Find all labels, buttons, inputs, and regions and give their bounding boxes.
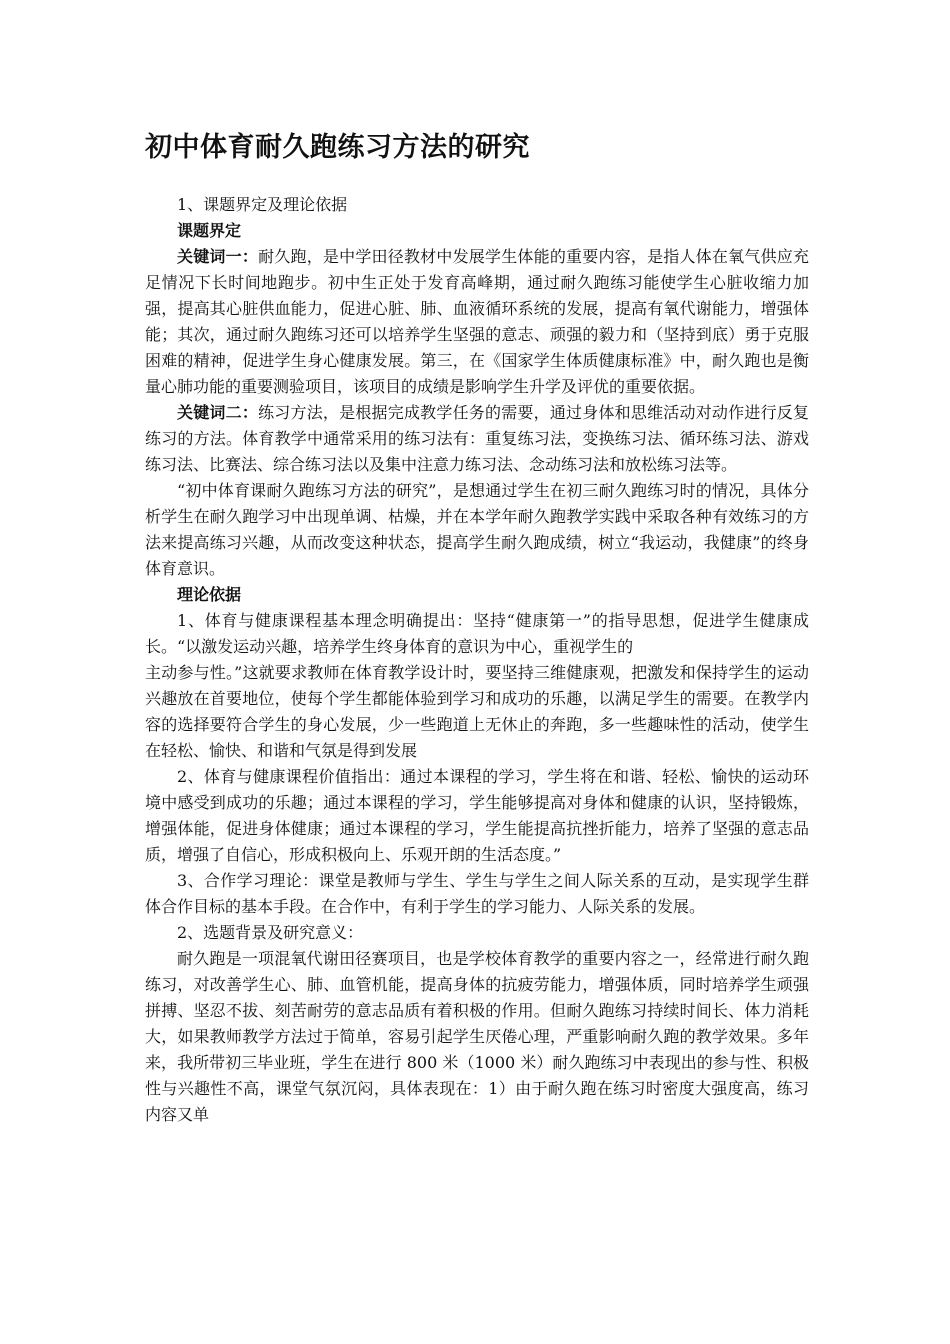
keyword-2-label: 关键词二：: [177, 403, 259, 422]
document-body: [145, 192, 809, 1128]
keyword-2-paragraph: [145, 400, 809, 478]
keyword-1-text: 耐久跑，是中学田径教材中发展学生体能的重要内容，是指人体在氧气供应充足情况下长时间地跑步。初中生正处于发育高峰期，通过耐久跑练习能使学生心脏收缩力加强，提高其心脏供血能力，促进心脏、肺、血液循环系统的发展，提高有氧代谢能力，增强体能；其次，通过耐久跑练习还可以培养学生坚强的意志、顽强的毅力和（坚持到底）勇于克服困难的精神，促进学生身心健康发展。第三，在《国家学生体质健康标准》中，耐久跑也是衡量心肺功能的重要测验项目，该项目的成绩是影响学生升学及评优的重要依据。: [145, 247, 809, 396]
theory-heading: 理论依据: [177, 585, 242, 604]
theory-1-paragraph-a: 1、体育与健康课程基本理念明确提出：坚持“健康第一”的指导思想，促进学生健康成长。“以激发运动兴趣，培养学生终身体育的意识为中心，重视学生的: [145, 611, 809, 656]
section-1-heading: 1、课题界定及理论依据: [177, 195, 348, 214]
keyword-1-paragraph: [145, 244, 809, 400]
background-paragraph: 耐久跑是一项混氧代谢田径赛项目，也是学校体育教学的重要内容之一，经常进行耐久跑练习，对改善学生心、肺、血管机能，提高身体的抗疲劳能力，增强体质，同时培养学生顽强拼搏、坚忍不拔、刻苦耐劳的意志品质有着积极的作用。但耐久跑练习持续时间长、体力消耗大，如果教师教学方法过于简单，容易引起学生厌倦心理，严重影响耐久跑的教学效果。多年来，我所带初三毕业班，学生在进行 800 米（1000 米）耐久跑练习中表现出的参与性、积极性与兴趣性不高，课堂气氛沉闷，具体表现在：1）由于耐久跑在练习时密度大强度高，练习内容又单: [145, 949, 809, 1124]
keyword-1-label: 关键词一：: [177, 247, 259, 266]
document-title: 初中体育耐久跑练习方法的研究: [145, 132, 530, 163]
definition-heading: 课题界定: [177, 221, 242, 240]
theory-2-paragraph: 2、体育与健康课程价值指出：通过本课程的学习，学生将在和谐、轻松、愉快的运动环境中感受到成功的乐趣；通过本课程的学习，学生能够提高对身体和健康的认识，坚持锻炼，增强体能，促进身体健康；通过本课程的学习，学生能提高抗挫折能力，培养了坚强的意志品质，增强了自信心，形成积极向上、乐观开朗的生活态度。”: [145, 767, 809, 864]
study-paragraph: “初中体育课耐久跑练习方法的研究”，是想通过学生在初三耐久跑练习时的情况，具体分析学生在耐久跑学习中出现单调、枯燥，并在本学年耐久跑教学实践中采取各种有效练习的方法来提高练习兴趣，从而改变这种状态，提高学生耐久跑成绩，树立“我运动，我健康”的终身体育意识。: [145, 481, 809, 578]
section-2-heading: 2、选题背景及研究意义：: [177, 923, 364, 942]
theory-3-paragraph: 3、合作学习理论：课堂是教师与学生、学生与学生之间人际关系的互动，是实现学生群体合作目标的基本手段。在合作中，有利于学生的学习能力、人际关系的发展。: [145, 871, 809, 916]
theory-1-paragraph-b: 主动参与性。”这就要求教师在体育教学设计时，要坚持三维健康观，把激发和保持学生的运动兴趣放在首要地位，使每个学生都能体验到学习和成功的乐趣，以满足学生的需要。在教学内容的选择要符合学生的身心发展，少一些跑道上无休止的奔跑，多一些趣味性的活动，使学生在轻松、愉快、和谐和气氛是得到发展: [145, 663, 809, 760]
keyword-2-text: 练习方法，是根据完成教学任务的需要，通过身体和思维活动对动作进行反复练习的方法。体育教学中通常采用的练习法有：重复练习法，变换练习法、循环练习法、游戏练习法、比赛法、综合练习法以及集中注意力练习法、念动练习法和放松练习法等。: [145, 403, 809, 474]
